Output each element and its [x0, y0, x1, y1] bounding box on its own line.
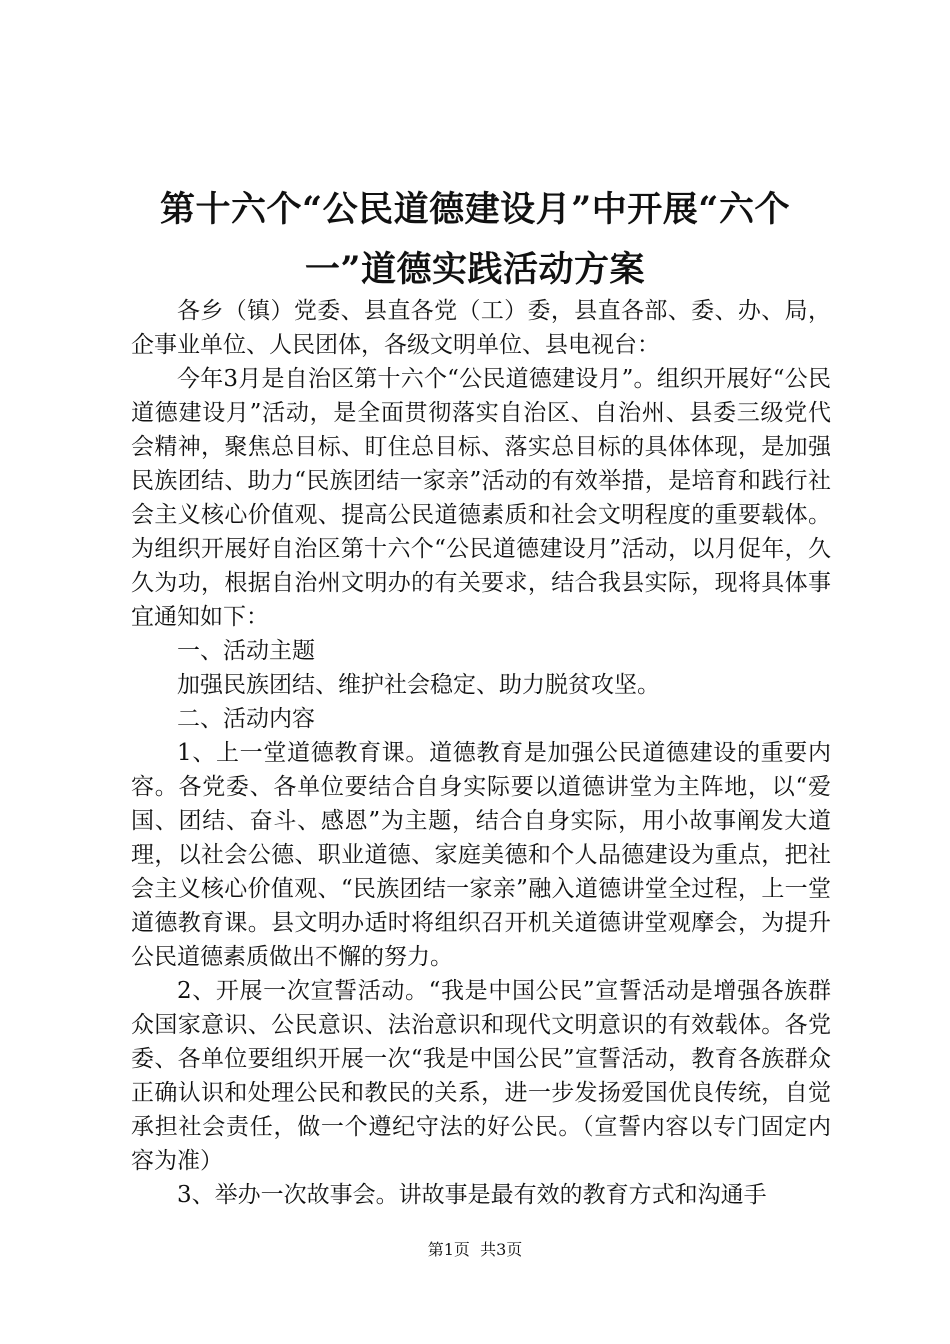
intro-paragraph: 今年3月是自治区第十六个“公民道德建设月”。组织开展好“公民道德建设月”活动，是全面贯彻落实自治区、自治州、县委三级党代会精神，聚焦总目标、盯住总目标、落实总目标的具体体现，是加强民族团结、助力“民族团结一家亲”活动的有效举措，是培育和践行社会主义核心价值观、提高公民道德素质和社会文明程度的重要载体。为组织开展好自治区第十六个“公民道德建设月”活动，以月促年，久久为功，根据自治州文明办的有关要求，结合我县实际，现将具体事宜通知如下：	[131, 366, 831, 630]
content-item-3: 3、举办一次故事会。讲故事是最有效的教育方式和沟通手	[177, 1182, 767, 1208]
section-heading-content: 二、活动内容	[177, 706, 315, 732]
page-footer: 第1页 共3页	[427, 1240, 523, 1259]
document-title-line-2: 一”道德实践活动方案	[304, 249, 646, 290]
salutation-paragraph: 各乡（镇）党委、县直各党（工）委，县直各部、委、办、局，企事业单位、人民团体，各级文明单位、县电视台：	[131, 298, 831, 358]
section-heading-theme: 一、活动主题	[177, 638, 315, 664]
content-item-1: 1、上一堂道德教育课。道德教育是加强公民道德建设的重要内容。各党委、各单位要结合自身实际要以道德讲堂为主阵地，以“爱国、团结、奋斗、感恩”为主题，结合自身实际，用小故事阐发大道理，以社会公德、职业道德、家庭美德和个人品德建设为重点，把社会主义核心价值观、“民族团结一家亲”融入道德讲堂全过程，上一堂道德教育课。县文明办适时将组织召开机关道德讲堂观摩会，为提升公民道德素质做出不懈的努力。	[131, 740, 831, 970]
document-title-line-1: 第十六个“公民道德建设月”中开展“六个	[160, 189, 790, 230]
document-body	[131, 294, 831, 1212]
content-item-2: 2、开展一次宣誓活动。“我是中国公民”宣誓活动是增强各族群众国家意识、公民意识、法治意识和现代文明意识的有效载体。各党委、各单位要组织开展一次“我是中国公民”宣誓活动，教育各族群众正确认识和处理公民和教民的关系，进一步发扬爱国优良传统，自觉承担社会责任，做一个遵纪守法的好公民。（宣誓内容以专门固定内容为准）	[131, 978, 831, 1174]
theme-paragraph: 加强民族团结、维护社会稳定、助力脱贫攻坚。	[177, 672, 660, 698]
